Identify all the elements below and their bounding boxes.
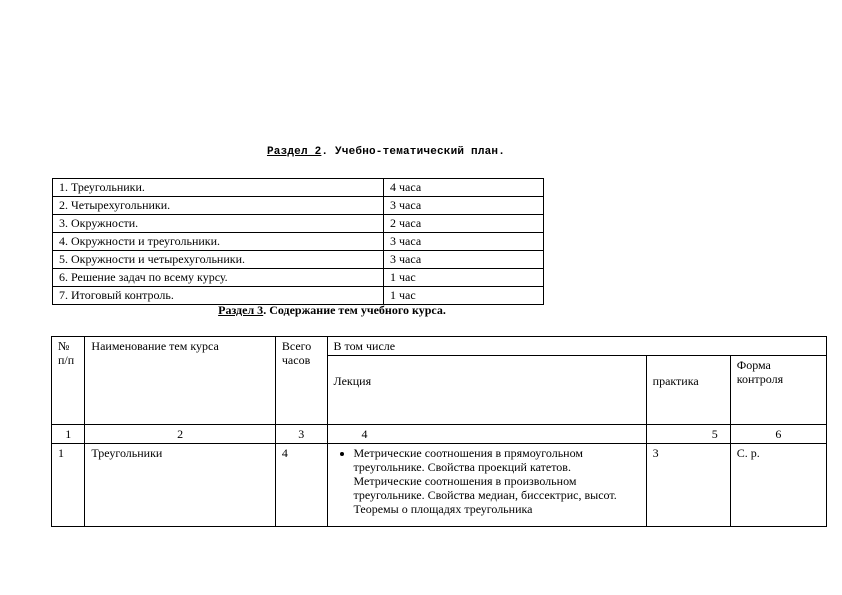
section-2-title <box>0 146 772 158</box>
section-3-rest: . Содержание тем учебного курса. <box>263 303 446 317</box>
row-practice: 3 <box>646 444 730 527</box>
plan-hours: 3 часа <box>384 233 544 251</box>
header-control-form: Форма контроля <box>730 356 826 425</box>
table-row <box>52 444 827 527</box>
plan-topic: 4. Окружности и треугольники. <box>53 233 384 251</box>
header-topic-name: Наименование тем курса <box>85 337 275 425</box>
header-including: В том числе <box>327 337 826 356</box>
row-topic-name: Треугольники <box>85 444 275 527</box>
lecture-item: • Метрические соотношения в прямоугольном треугольнике. Свойства проекций катетов. Метрические соотношения в произвольном треугольнике. Свойства медиан, биссектрис, высот. Теоремы о площадях треугольника <box>354 446 640 516</box>
table-row <box>53 179 544 197</box>
plan-hours: 3 часа <box>384 197 544 215</box>
col-number: 4 <box>327 425 646 444</box>
column-number-row <box>52 425 827 444</box>
plan-hours: 3 часа <box>384 251 544 269</box>
col-number: 6 <box>730 425 826 444</box>
table-row <box>53 197 544 215</box>
table-row <box>53 233 544 251</box>
table-row <box>53 269 544 287</box>
plan-topic: 5. Окружности и четырехугольники. <box>53 251 384 269</box>
row-lecture <box>327 444 646 527</box>
plan-hours: 1 час <box>384 269 544 287</box>
table-row <box>53 215 544 233</box>
col-number: 2 <box>85 425 275 444</box>
section-2-rest: . Учебно-тематический план. <box>321 146 506 158</box>
plan-hours: 2 часа <box>384 215 544 233</box>
table-row <box>53 251 544 269</box>
row-num: 1 <box>52 444 85 527</box>
header-lecture: Лекция <box>327 356 646 425</box>
table-row <box>53 287 544 305</box>
thematic-plan-table <box>52 178 544 305</box>
section-3-title <box>0 303 664 318</box>
col-number: 5 <box>646 425 730 444</box>
course-content-table <box>51 336 827 527</box>
header-practice: практика <box>646 356 730 425</box>
header-total-hours: Всего часов <box>275 337 327 425</box>
plan-hours: 1 час <box>384 287 544 305</box>
row-total-hours: 4 <box>275 444 327 527</box>
plan-topic: 1. Треугольники. <box>53 179 384 197</box>
plan-hours: 4 часа <box>384 179 544 197</box>
header-num: № п/п <box>52 337 85 425</box>
plan-topic: 7. Итоговый контроль. <box>53 287 384 305</box>
row-control-form: С. р. <box>730 444 826 527</box>
table-header-row <box>52 337 827 356</box>
section-2-prefix: Раздел 2 <box>266 146 322 158</box>
col-number: 1 <box>52 425 85 444</box>
col-number: 3 <box>275 425 327 444</box>
plan-topic: 3. Окружности. <box>53 215 384 233</box>
plan-topic: 2. Четырехугольники. <box>53 197 384 215</box>
plan-topic: 6. Решение задач по всему курсу. <box>53 269 384 287</box>
section-3-prefix: Раздел 3 <box>218 303 264 317</box>
